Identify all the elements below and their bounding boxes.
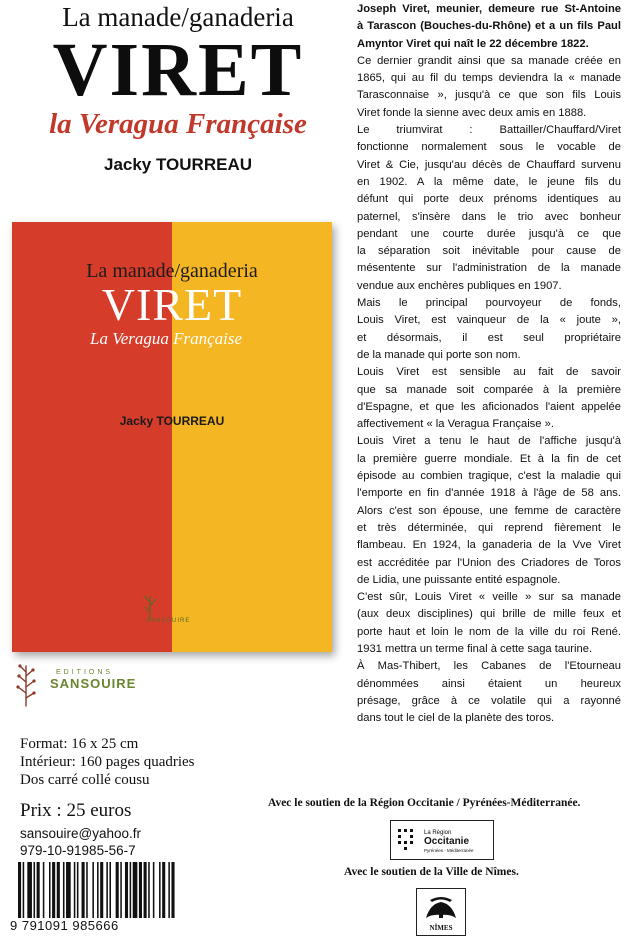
body-line: est accréditée par l'Union des Criadores de Toros [357, 556, 621, 569]
sponsor-city-text: Avec le soutien de la Ville de Nîmes. [344, 866, 519, 878]
body-line: pendant une courte durée jusqu'à ce que [357, 227, 621, 240]
body-line: porte haut et loin le nom de la ville du roi René. [357, 625, 621, 638]
body-line: Viret fonde la sienne avec deux amis en 1888. [357, 106, 587, 119]
body-text [357, 1, 621, 727]
contact-email: sansouire@yahoo.fr [20, 826, 142, 841]
barcode-bar [148, 862, 150, 918]
cover-subtitle: La Veragua Française [90, 329, 243, 348]
body-line: Louis Viret a tenu le haut de l'affiche jusqu'à [357, 435, 621, 448]
body-line: Viret & Cie, jusqu'au décès de Chauffard survenu [357, 158, 621, 171]
body-line: Le triumvirat : Battailler/Chauffard/Viret [357, 124, 621, 137]
barcode-bar [120, 862, 122, 918]
barcode-bar [92, 862, 94, 918]
publisher-label: EDITIONS [56, 669, 114, 676]
body-line: Mais le principal pourvoyeur de fonds, [357, 297, 621, 310]
nimes-logo [416, 888, 466, 936]
body-line: et très déterminée, qui reprend fièrement le [357, 521, 621, 534]
barcode-bar [125, 862, 128, 918]
body-line: mésentente sur l'administration de la manade [357, 262, 621, 275]
title-main: VIRET [52, 28, 304, 112]
barcode-bar [49, 862, 51, 918]
barcode-bar [162, 862, 165, 918]
barcode-bar [109, 862, 111, 918]
book-cover-image [12, 222, 332, 652]
body-line: de Lidia, une puissante entité espagnole. [357, 573, 561, 586]
barcode-bar [171, 862, 174, 918]
barcode-bar [97, 862, 99, 918]
body-line: Louis Viret est sensible au fait de savoir [357, 366, 621, 379]
barcode-bar [116, 862, 119, 918]
barcode-bar [23, 862, 25, 918]
body-line: affectivement « la Veragua Française ». [357, 418, 554, 431]
barcode-bar [77, 862, 79, 918]
cover-title-line-1: La manade/ganaderia [86, 260, 258, 282]
body-line: Ce dernier grandit ainsi que sa manade créée en [357, 54, 621, 67]
cover-publisher-name: SANSOUIRE [146, 618, 191, 624]
cover-author: Jacky TOURREAU [119, 414, 225, 428]
body-line: que sa manade soit comparée à la première [357, 383, 621, 396]
barcode-bar [100, 862, 103, 918]
body-line: présage, grâce à ce volatile qui a rayonné [357, 694, 621, 707]
body-intro-line: à Tarascon (Bouches-du-Rhône) et a un fils Paul [357, 20, 621, 33]
barcode-bar [74, 862, 76, 918]
sponsor-region-text: Avec le soutien de la Région Occitanie / Pyrénées-Méditerranée. [268, 797, 581, 809]
occitanie-logo-small: La Région [424, 830, 452, 836]
barcode-bar [82, 862, 85, 918]
title-subtitle: la Veragua Française [49, 108, 307, 140]
barcode-bar [63, 862, 65, 918]
isbn: 979-10-91985-56-7 [20, 843, 136, 858]
occitanie-logo-name: Occitanie [424, 836, 470, 847]
body-line: la séparation soit inévitable pour cause de [357, 245, 621, 258]
barcode-digits: 9 791091 985666 [10, 918, 119, 933]
body-paragraphs [357, 53, 621, 728]
barcode-bar [168, 862, 170, 918]
body-intro-line: Joseph Viret, meunier, demeure rue St-Antoine [357, 3, 621, 15]
barcode-bar [130, 862, 132, 918]
barcode-bar [18, 862, 21, 918]
body-line: Alors c'est son épouse, une femme de caractère [357, 504, 621, 517]
body-intro-line: Amyntor Viret qui naît le 22 décembre 1822. [357, 37, 589, 50]
body-line: dans tout le ciel de la planète des toros. [357, 712, 555, 725]
body-line: paternel, s'insère dans le trio avec bonheur [357, 210, 621, 223]
barcode-bar [133, 862, 138, 918]
author-name: Jacky TOURREAU [103, 155, 253, 174]
spec-format: Format: 16 x 25 cm [20, 736, 139, 752]
body-line: la première guerre mondiale. Et à la fin de cet [357, 452, 621, 465]
body-line: Tarasconnaise », jusqu'à ce que son fils Louis [357, 89, 621, 102]
price: Prix : 25 euros [20, 800, 132, 821]
barcode-bar [27, 862, 32, 918]
barcode-bar [86, 862, 88, 918]
publisher-name: SANSOUIRE [50, 676, 137, 691]
barcode-bar [66, 862, 71, 918]
body-line: Louis Viret, est vainqueur de la « joute », [357, 314, 621, 327]
barcode-bar [57, 862, 60, 918]
body-line: C'est sûr, Louis Viret « veille » sur sa manade [357, 591, 621, 604]
body-line: flambeau. En 1924, la ganaderia de la Vve Viret [357, 539, 621, 552]
title-line-1: La manade/ganaderia [62, 2, 294, 32]
body-line: 1931 mettra un terme final à cette saga taurine. [357, 642, 593, 655]
body-line: défunt qui porte deux prénoms identiques au [357, 193, 621, 206]
body-line: de la manade qui porte son nom. [357, 348, 521, 361]
barcode-bar [153, 862, 155, 918]
barcode-bar [43, 862, 45, 918]
body-line: et désormais, il est seul propriétaire [357, 331, 621, 344]
barcode-bar [37, 862, 40, 918]
body-line: d'Espagne, et que les aficionados l'aient appelée [357, 400, 621, 413]
barcode-bar [159, 862, 161, 918]
spec-interior: Intérieur: 160 pages quadries [20, 754, 195, 770]
spec-binding: Dos carré collé cousu [20, 772, 150, 788]
body-line: fonctionne normalement sous le vocable de [357, 141, 621, 154]
body-intro [357, 1, 621, 53]
body-line: en 1902. A la même date, le jeune fils du [357, 175, 621, 188]
body-line: 1865, qui au fil du temps deviendra la « manade [357, 72, 621, 85]
nimes-logo-name: NÎMES [429, 924, 453, 932]
body-line: (aux deux disciplines) qui brille de mille feux et [357, 608, 621, 621]
barcode-bar [34, 862, 36, 918]
body-line: épisode au combien tragique, c'est la maladie qui [357, 470, 621, 483]
barcode-bar [139, 862, 142, 918]
barcode-bar [106, 862, 108, 918]
cover-title-main: VIRET [101, 279, 243, 330]
occitanie-logo-sub: Pyrénées · Méditerranée [424, 848, 474, 853]
body-line: dénommées ainsi étaient un heureux [357, 677, 621, 690]
body-line: l'emporte en fin d'année 1918 à l'âge de 58 ans. [357, 487, 621, 500]
body-line: vendue aux enchères publiques en 1907. [357, 279, 562, 292]
body-line: À Mas-Thibert, les Cabanes de l'Etourneau [357, 660, 621, 673]
occitanie-logo [390, 820, 494, 860]
barcode-bar [144, 862, 147, 918]
barcode-bar [52, 862, 55, 918]
